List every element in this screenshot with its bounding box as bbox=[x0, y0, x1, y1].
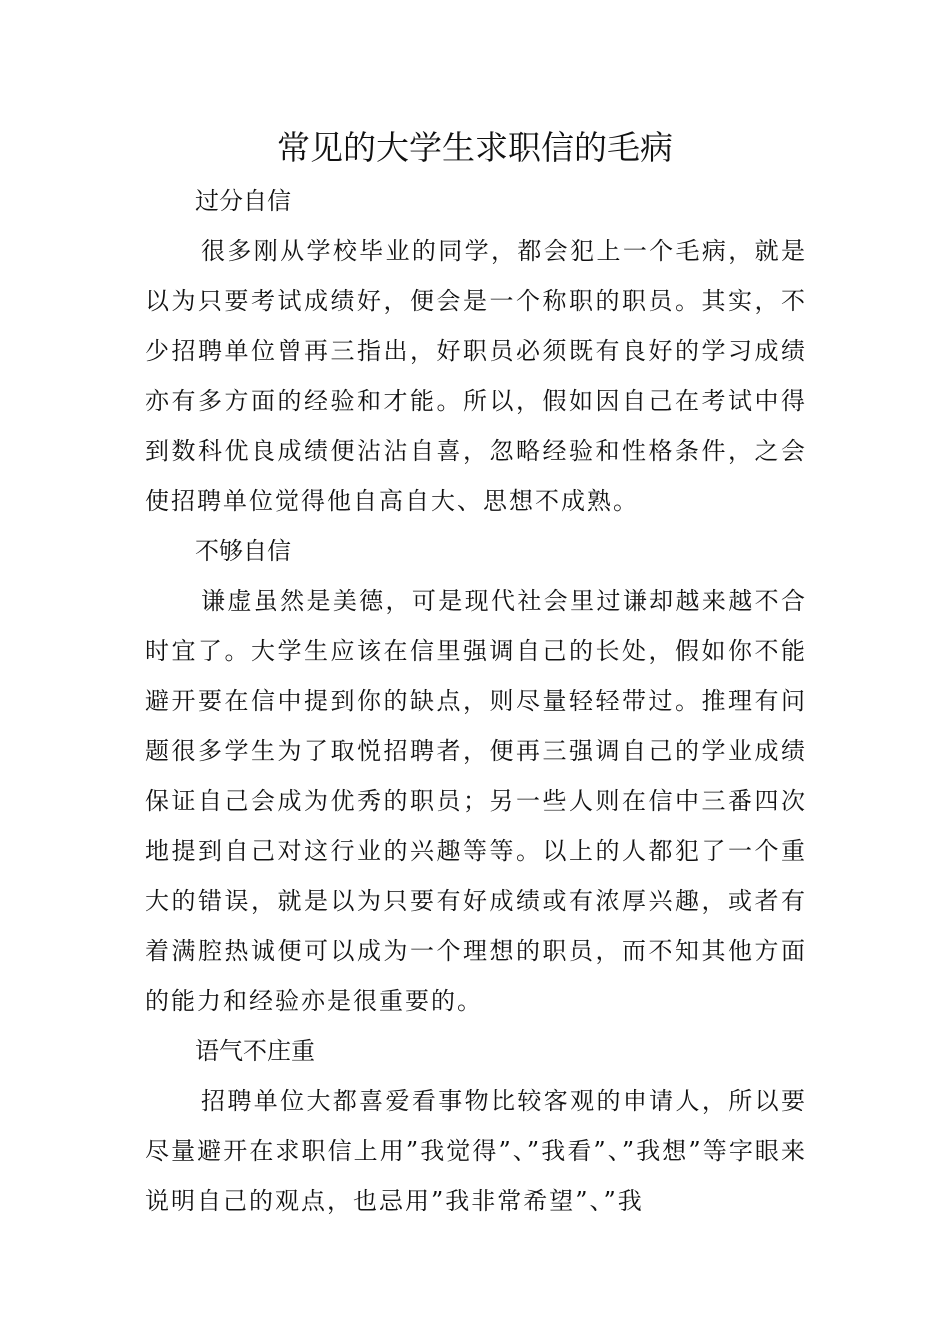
section-paragraph: 谦虚虽然是美德，可是现代社会里过谦却越来越不合时宜了。大学生应该在信里强调自己的长处，假如你不能避开要在信中提到你的缺点，则尽量轻轻带过。推理有问题很多学生为了取悦招聘者，便再三强调自己的学业成绩保证自己会成为优秀的职员；另一些人则在信中三番四次地提到自己对这行业的兴趣等等。以上的人都犯了一个重大的错误，就是以为只要有好成绩或有浓厚兴趣，或者有着满腔热诚便可以成为一个理想的职员，而不知其他方面的能力和经验亦是很重要的。 bbox=[145, 587, 807, 1015]
section-underconfidence bbox=[145, 526, 807, 1026]
section-paragraph: 招聘单位大都喜爱看事物比较客观的申请人，所以要尽量避开在求职信上用”我觉得”、”我看”、”我想”等字眼来说明自己的观点，也忌用”我非常希望”、”我 bbox=[145, 1087, 807, 1215]
section-overconfidence bbox=[145, 176, 807, 526]
section-tone bbox=[145, 1026, 807, 1226]
document-title: 常见的大学生求职信的毛病 bbox=[277, 128, 673, 167]
document-body bbox=[145, 176, 807, 1226]
section-heading: 语气不庄重 bbox=[195, 1037, 315, 1065]
section-heading: 过分自信 bbox=[195, 187, 291, 215]
section-heading: 不够自信 bbox=[195, 537, 291, 565]
section-paragraph: 很多刚从学校毕业的同学，都会犯上一个毛病，就是以为只要考试成绩好，便会是一个称职的职员。其实，不少招聘单位曾再三指出，好职员必须既有良好的学习成绩亦有多方面的经验和才能。所以，假如因自己在考试中得到数科优良成绩便沾沾自喜，忽略经验和性格条件，之会使招聘单位觉得他自高自大、思想不成熟。 bbox=[145, 237, 807, 515]
